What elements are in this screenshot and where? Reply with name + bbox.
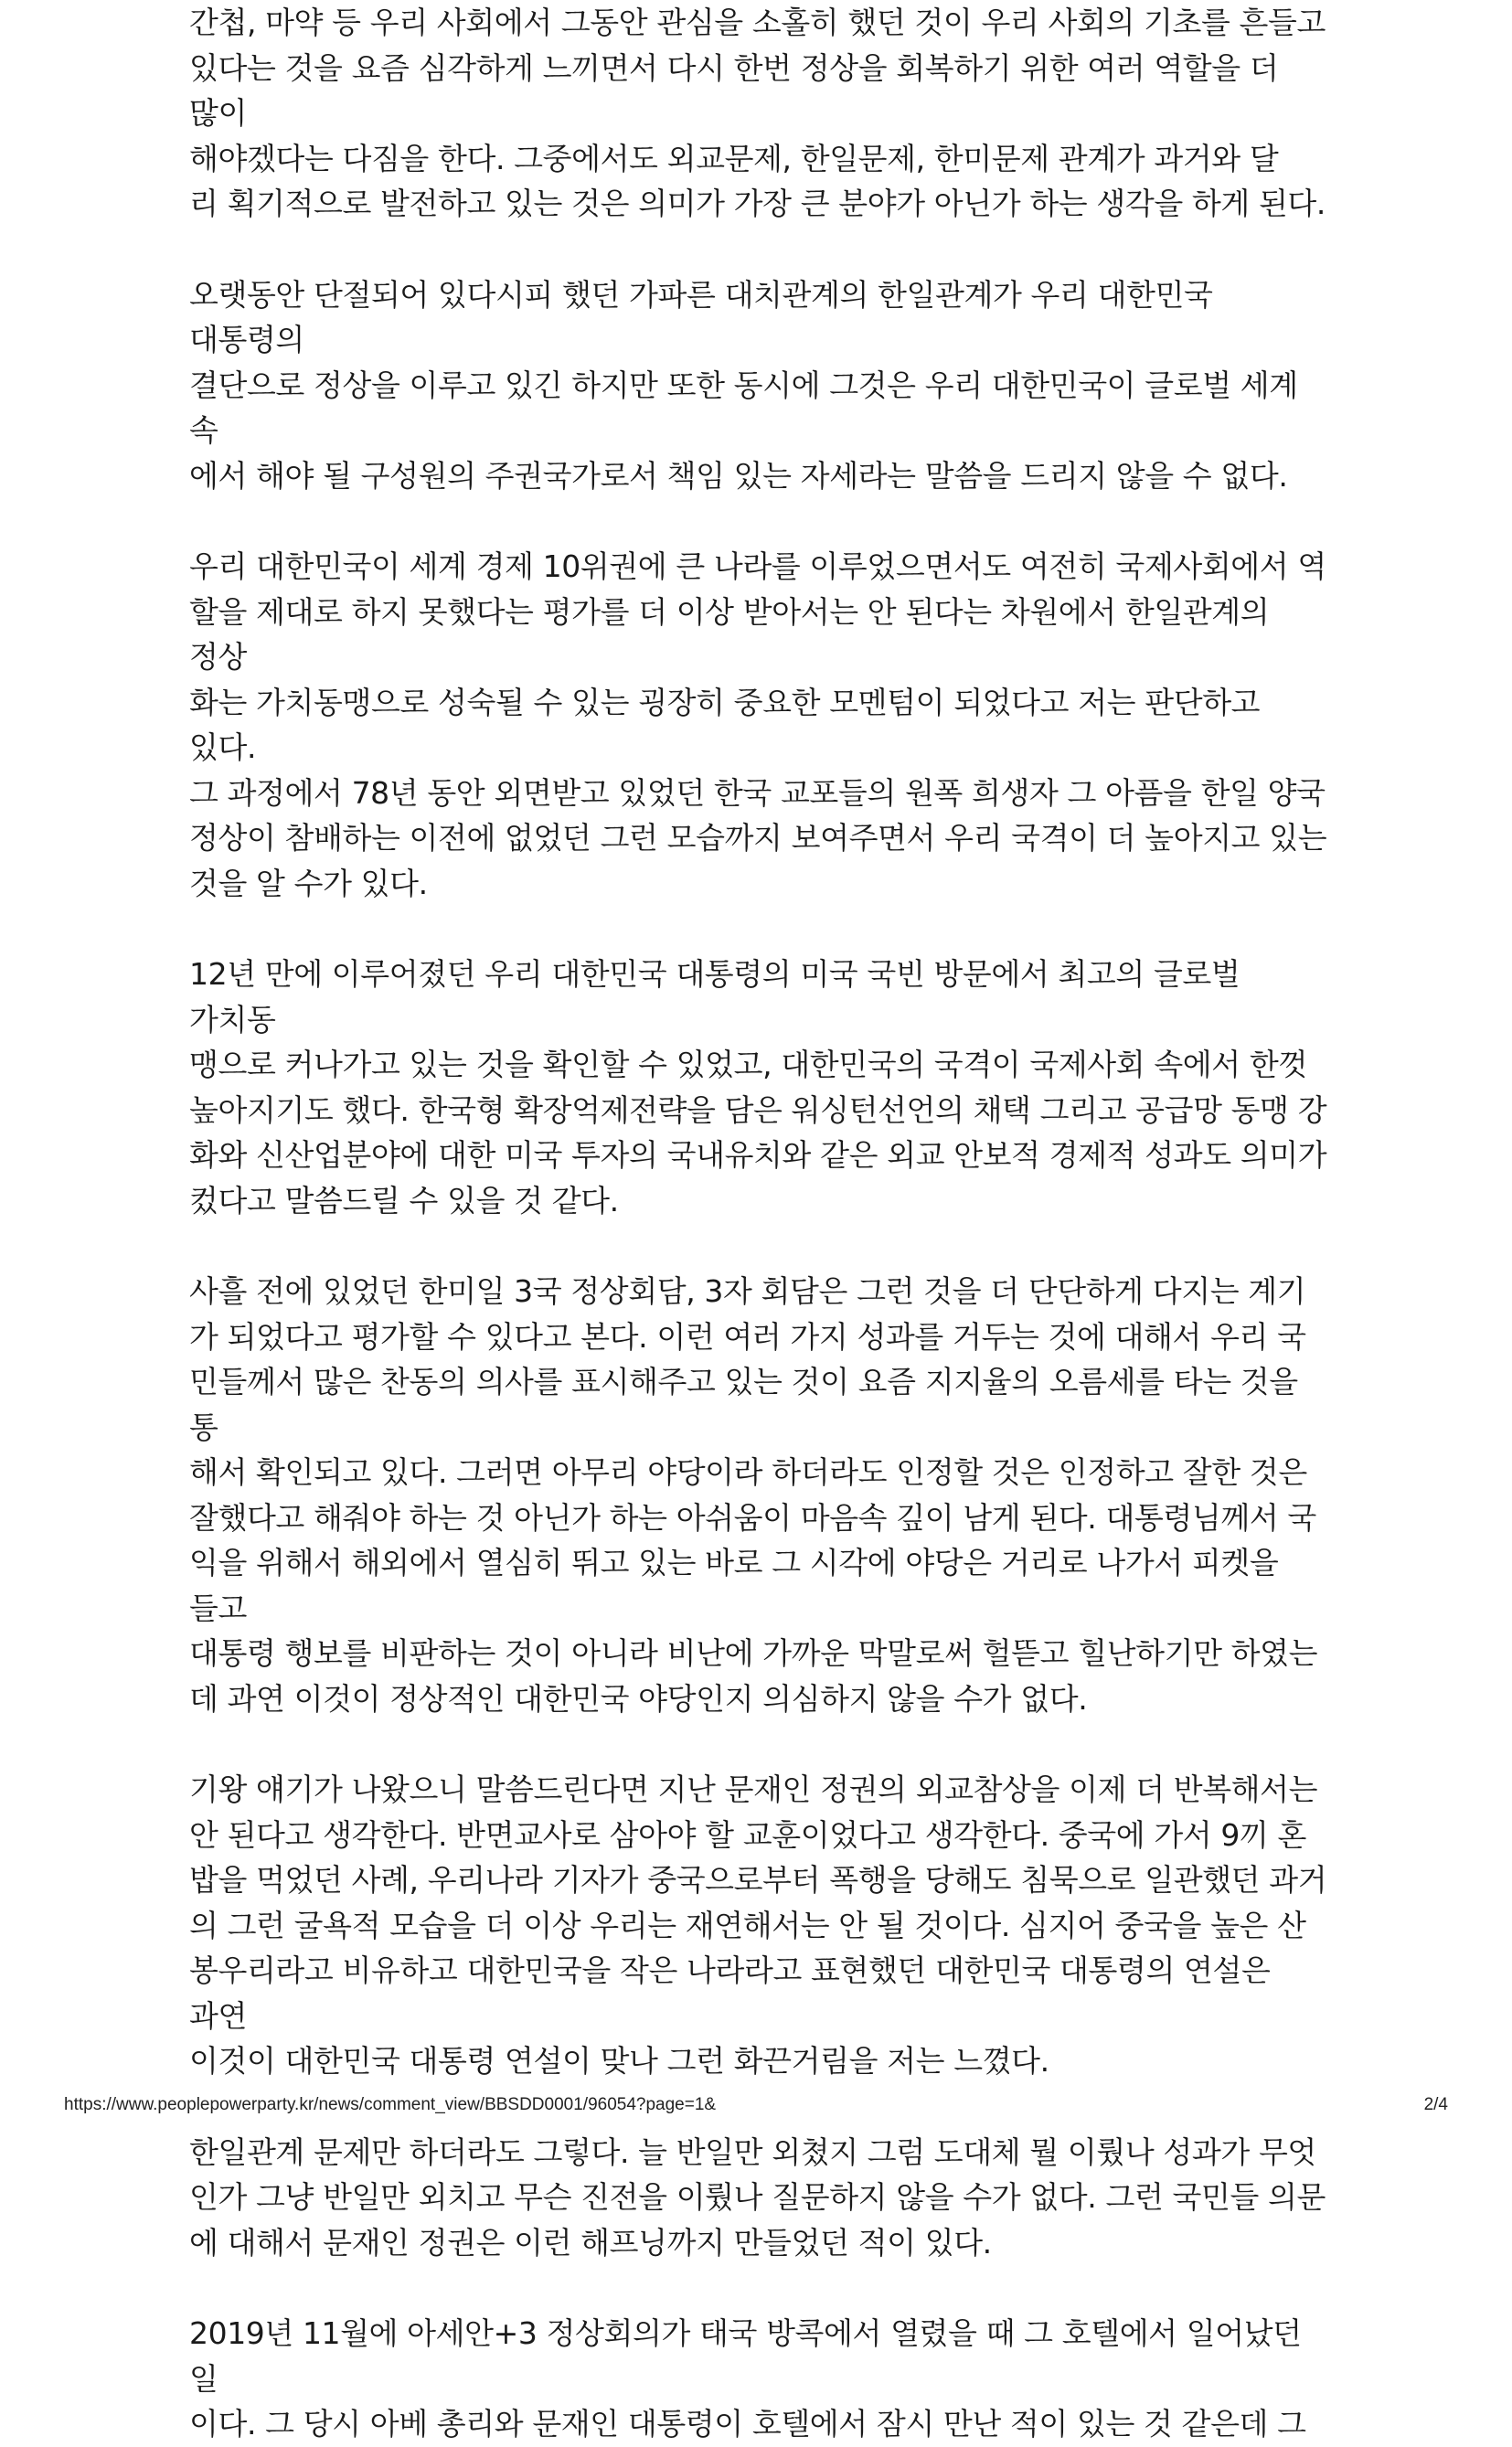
paragraph-3 bbox=[189, 544, 1332, 906]
text-line: 오랫동안 단절되어 있다시피 했던 가파른 대치관계의 한일관계가 우리 대한민국 대통령의 bbox=[189, 276, 1213, 357]
text-line: 결단으로 정상을 이루고 있긴 하지만 또한 동시에 그것은 우리 대한민국이 글로벌 세계 속 bbox=[189, 367, 1298, 448]
text-line: 익을 위해서 해외에서 열심히 뛰고 있는 바로 그 시각에 야당은 거리로 나가서 피켓을 들고 bbox=[189, 1545, 1279, 1626]
text-line: 해서 확인되고 있다. 그러면 아무리 야당이라 하더라도 인정할 것은 인정하고 잘한 것은 bbox=[189, 1454, 1307, 1490]
text-line: 정상이 참배하는 이전에 없었던 그런 모습까지 보여주면서 우리 국격이 더 높아지고 있는 bbox=[189, 820, 1327, 856]
text-line: 할을 제대로 하지 못했다는 평가를 더 이상 받아서는 안 된다는 차원에서 한일관계의 정상 bbox=[189, 593, 1270, 675]
text-line: 우리 대한민국이 세계 경제 10위권에 큰 나라를 이루었으면서도 여전히 국제사회에서 역 bbox=[189, 548, 1326, 584]
text-line: 안 된다고 생각한다. 반면교사로 삼아야 할 교훈이었다고 생각한다. 중국에 가서 9끼 혼 bbox=[189, 1816, 1307, 1853]
text-line: 기왕 얘기가 나왔으니 말씀드린다면 지난 문재인 정권의 외교참상을 이제 더 반복해서는 bbox=[189, 1771, 1318, 1807]
text-line: 높아지기도 했다. 한국형 확장억제전략을 담은 워싱턴선언의 채택 그리고 공급망 동맹 강 bbox=[189, 1091, 1327, 1128]
text-line: 인가 그냥 반일만 외치고 무슨 진전을 이뤘나 질문하지 않을 수가 없다. 그런 국민들 의문 bbox=[189, 2179, 1326, 2215]
text-line: 밥을 먹었던 사례, 우리나라 기자가 중국으로부터 폭행을 당해도 침묵으로 일관했던 과거 bbox=[189, 1862, 1327, 1898]
footer-url: https://www.peoplepowerparty.kr/news/comment_view/BBSDD0001/96054?page=1& bbox=[64, 2095, 717, 2114]
text-line: 12년 만에 이루어졌던 우리 대한민국 대통령의 미국 국빈 방문에서 최고의 글로벌 가치동 bbox=[189, 956, 1240, 1037]
paragraph-8 bbox=[189, 2311, 1332, 2447]
paragraph-7 bbox=[189, 2130, 1332, 2266]
text-line: 것을 알 수가 있다. bbox=[189, 865, 428, 901]
text-line: 사흘 전에 있었던 한미일 3국 정상회담, 3자 회담은 그런 것을 더 단단하게 다지는 계기 bbox=[189, 1273, 1306, 1309]
text-line: 가 되었다고 평가할 수 있다고 본다. 이런 여러 가지 성과를 거두는 것에 대해서 우리 국 bbox=[189, 1318, 1306, 1355]
text-line: 이것이 대한민국 대통령 연설이 맞나 그런 화끈거림을 저는 느꼈다. bbox=[189, 2043, 1049, 2079]
text-line: 이다. 그 당시 아베 총리와 문재인 대통령이 호텔에서 잠시 만난 적이 있는 것 같은데 그 bbox=[189, 2406, 1306, 2442]
text-line: 의 그런 굴욕적 모습을 더 이상 우리는 재연해서는 안 될 것이다. 심지어 중국을 높은 산 bbox=[189, 1907, 1306, 1943]
text-line: 해야겠다는 다짐을 한다. 그중에서도 외교문제, 한일문제, 한미문제 관계가 과거와 달 bbox=[189, 140, 1279, 176]
text-line: 한일관계 문제만 하더라도 그렇다. 늘 반일만 외쳤지 그럼 도대체 뭘 이뤘나 성과가 무엇 bbox=[189, 2133, 1316, 2170]
paragraph-1 bbox=[189, 0, 1332, 227]
text-line: 그 과정에서 78년 동안 외면받고 있었던 한국 교포들의 원폭 희생자 그 아픔을 한일 양국 bbox=[189, 774, 1326, 811]
text-line: 컸다고 말씀드릴 수 있을 것 같다. bbox=[189, 1182, 619, 1218]
paragraph-4 bbox=[189, 952, 1332, 1223]
text-line: 화는 가치동맹으로 성숙될 수 있는 굉장히 중요한 모멘텀이 되었다고 저는 판단하고 있다. bbox=[189, 684, 1261, 765]
text-line: 에서 해야 될 구성원의 주권국가로서 책임 있는 자세라는 말씀을 드리지 않을 수 없다. bbox=[189, 457, 1288, 494]
text-line: 대통령 행보를 비판하는 것이 아니라 비난에 가까운 막말로써 헐뜯고 힐난하기만 하였는 bbox=[189, 1635, 1318, 1671]
text-line: 잘했다고 해줘야 하는 것 아닌가 하는 아쉬움이 마음속 깊이 남게 된다. 대통령님께서 국 bbox=[189, 1499, 1316, 1536]
text-line: 봉우리라고 비유하고 대한민국을 작은 나라라고 표현했던 대한민국 대통령의 연설은 과연 bbox=[189, 1952, 1271, 2034]
paragraph-6 bbox=[189, 1767, 1332, 2084]
text-line: 간첩, 마약 등 우리 사회에서 그동안 관심을 소홀히 했던 것이 우리 사회의 기초를 흔들고 bbox=[189, 5, 1326, 40]
text-line: 민들께서 많은 찬동의 의사를 표시해주고 있는 것이 요즘 지지율의 오름세를 타는 것을 통 bbox=[189, 1364, 1298, 1445]
text-line: 데 과연 이것이 정상적인 대한민국 야당인지 의심하지 않을 수가 없다. bbox=[189, 1680, 1088, 1717]
text-line: 에 대해서 문재인 정권은 이런 해프닝까지 만들었던 적이 있다. bbox=[189, 2224, 992, 2261]
text-line: 맹으로 커나가고 있는 것을 확인할 수 있었고, 대한민국의 국격이 국제사회 속에서 한껏 bbox=[189, 1047, 1307, 1082]
paragraph-2 bbox=[189, 272, 1332, 499]
page-number: 2/4 bbox=[1423, 2095, 1448, 2114]
text-line: 리 획기적으로 발전하고 있는 것은 의미가 가장 큰 분야가 아닌가 하는 생각을 하게 된다. bbox=[189, 186, 1326, 221]
text-line: 화와 신산업분야에 대한 미국 투자의 국내유치와 같은 외교 안보적 경제적 성과도 의미가 bbox=[189, 1137, 1327, 1173]
text-line: 있다는 것을 요즘 심각하게 느끼면서 다시 한번 정상을 회복하기 위한 여러 역할을 더 많이 bbox=[189, 49, 1279, 131]
text-line: 2019년 11월에 아세안+3 정상회의가 태국 방콕에서 열렸을 때 그 호텔에서 일어났던 일 bbox=[189, 2315, 1302, 2397]
page-footer bbox=[64, 2095, 1448, 2117]
paragraph-5 bbox=[189, 1269, 1332, 1721]
document-body bbox=[189, 0, 1332, 2447]
